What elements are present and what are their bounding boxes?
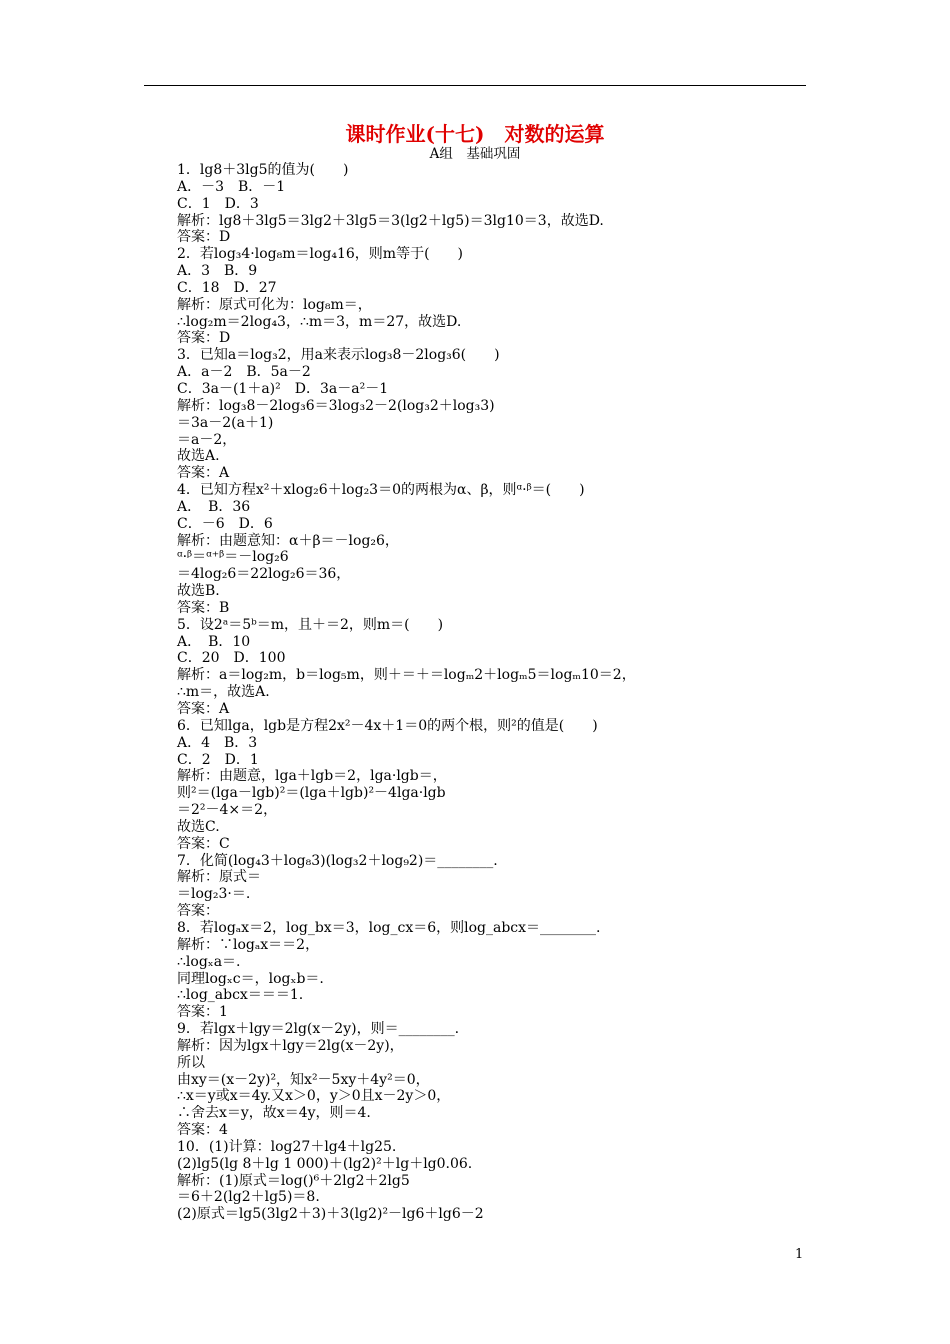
text-line: 解析：原式＝ xyxy=(177,869,261,886)
text-line: ＝6＋2(lg2＋lg5)＝8. xyxy=(177,1189,320,1206)
text-line: 答案：D xyxy=(177,330,231,347)
text-line: 答案：A xyxy=(177,465,230,482)
text-line: A．－3 B．－1 xyxy=(177,178,286,195)
page-number: 1 xyxy=(795,1247,804,1262)
page-title: 课时作业(十七) 对数的运算 xyxy=(345,122,605,146)
text-line: 解析：(1)原式＝log()⁶＋2lg2＋2lg5 xyxy=(177,1172,410,1189)
text-line: 故选C. xyxy=(177,818,220,835)
text-line: C．1 D．3 xyxy=(177,195,259,212)
text-line: 解析：由题意，lga＋lgb＝2，lga·lgb＝， xyxy=(177,768,447,785)
text-line: A． B．36 xyxy=(177,498,251,515)
text-line: ∴log_abcx＝＝＝1. xyxy=(177,987,304,1004)
text-line: C．2 D．1 xyxy=(177,751,259,768)
text-line: A．a－2 B．5a－2 xyxy=(177,364,311,381)
text-line: 答案：D xyxy=(177,229,231,246)
text-line: 解析：a＝log₂m，b＝log₅m，则＋＝＋＝logₘ2＋logₘ5＝logₘ10＝2， xyxy=(177,667,636,684)
text-line: 解析：由题意知：α＋β＝－log₂6， xyxy=(177,532,399,549)
text-line: ＝a－2， xyxy=(177,431,237,448)
text-line: C．20 D．100 xyxy=(177,650,286,667)
text-line: ∴x＝y或x＝4y.又x＞0，y＞0且x－2y＞0， xyxy=(177,1088,451,1105)
text-line: A． B．10 xyxy=(177,633,251,650)
text-line: (2)原式＝lg5(3lg2＋3)＋3(lg2)²－lg6＋lg6－2 xyxy=(177,1206,484,1223)
text-line: 同理logₓc＝，logₓb＝. xyxy=(177,970,324,987)
text-line: 答案：4 xyxy=(177,1122,228,1139)
document-body xyxy=(177,162,817,1223)
text-line: 解析：原式可化为：log₈m＝， xyxy=(177,296,372,313)
text-line: ＝4log₂6＝22log₂6＝36， xyxy=(177,566,351,583)
text-line: A．3 B．9 xyxy=(177,263,258,280)
text-line: 所以 xyxy=(177,1054,205,1071)
text-line: 4．已知方程x²＋xlog₂6＋log₂3＝0的两根为α、β，则ᵅ·ᵝ＝( ) xyxy=(177,482,585,499)
text-line: 2．若log₃4·log₈m＝log₄16，则m等于( ) xyxy=(177,246,463,263)
text-line: C．3a－(1＋a)² D．3a－a²－1 xyxy=(177,380,389,397)
text-line: ∴log₂m＝2log₄3，∴m＝3，m＝27，故选D. xyxy=(177,313,462,330)
text-line: 10．(1)计算：log27＋lg4＋lg25. xyxy=(177,1138,397,1155)
text-line: 答案： xyxy=(177,903,219,920)
text-line: ∴logₓa＝. xyxy=(177,953,241,970)
text-line: 3．已知a＝log₃2，用a来表示log₃8－2log₃6( ) xyxy=(177,347,500,364)
header-rule xyxy=(144,85,806,86)
text-line: 故选A. xyxy=(177,448,220,465)
text-line: 解析：∵logₐx＝＝2， xyxy=(177,936,320,953)
text-line: 7．化简(log₄3＋log₈3)(log₃2＋log₉2)＝________. xyxy=(177,852,498,869)
text-line: 解析：lg8＋3lg5＝3lg2＋3lg5＝3(lg2＋lg5)＝3lg10＝3，故选D. xyxy=(177,212,604,229)
text-line: ＝3a－2(a＋1) xyxy=(177,414,274,431)
text-line: ∴舍去x＝y，故x＝4y，则＝4. xyxy=(177,1105,371,1122)
text-line: C．－6 D．6 xyxy=(177,515,273,532)
section-subtitle: A组 基础巩固 xyxy=(429,146,521,162)
text-line: C．18 D．27 xyxy=(177,279,277,296)
text-line: 则²＝(lga－lgb)²＝(lga＋lgb)²－4lga·lgb xyxy=(177,785,446,802)
text-line: 由xy＝(x－2y)²，知x²－5xy＋4y²＝0， xyxy=(177,1071,430,1088)
text-line: 答案：A xyxy=(177,701,230,717)
text-line: 答案：1 xyxy=(177,1004,228,1021)
text-line: A．4 B．3 xyxy=(177,734,258,751)
text-line: (2)lg5(lg 8＋lg 1 000)＋(lg2)²＋lg＋lg0.06. xyxy=(177,1155,473,1172)
text-line: ＝log₂3·＝. xyxy=(177,886,251,903)
text-line: 答案：C xyxy=(177,835,230,852)
text-line: 解析：log₃8－2log₃6＝3log₃2－2(log₃2＋log₃3) xyxy=(177,397,495,414)
text-line: 9．若lgx＋lgy＝2lg(x－2y)，则＝________. xyxy=(177,1021,460,1038)
text-line: 6．已知lga，lgb是方程2x²－4x＋1＝0的两个根，则²的值是( ) xyxy=(177,717,598,734)
text-line: 8．若logₐx＝2，log_bx＝3，log_cx＝6，则log_abcx＝________. xyxy=(177,919,601,936)
text-line: 答案：B xyxy=(177,599,230,616)
text-line: 1．lg8＋3lg5的值为( ) xyxy=(177,162,349,178)
text-line: 故选B. xyxy=(177,583,220,600)
text-line: 解析：因为lgx＋lgy＝2lg(x－2y)， xyxy=(177,1037,404,1054)
text-line: ＝2²－4×＝2， xyxy=(177,802,278,819)
text-line: 5．设2ᵃ＝5ᵇ＝m，且＋＝2，则m＝( ) xyxy=(177,616,444,633)
text-line: ᵅ·ᵝ＝ᵅ⁺ᵝ＝－log₂6 xyxy=(177,549,289,566)
text-line: ∴m＝，故选A. xyxy=(177,684,270,701)
